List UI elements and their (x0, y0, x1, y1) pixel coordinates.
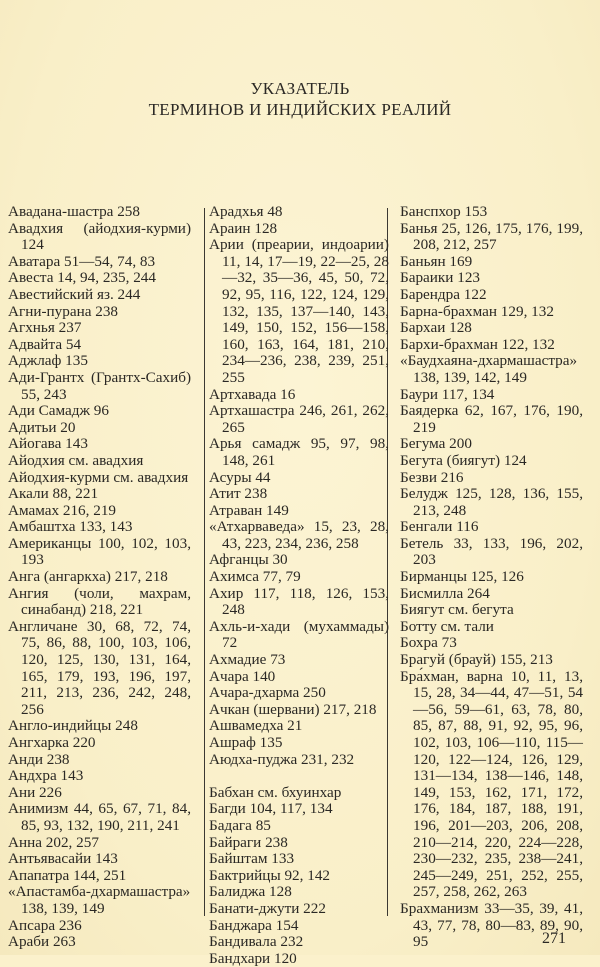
section-gap (209, 768, 389, 785)
index-entry: Безви 216 (400, 468, 464, 486)
index-entry: «Баудхаяна-дхармашастра» 138, 139, 142, 149 (400, 352, 578, 386)
index-entry: Атит 238 (209, 485, 268, 503)
index-column-2 (204, 204, 389, 967)
index-entry: Анна 202, 257 (8, 833, 99, 851)
index-entry: Агхнья 237 (8, 319, 82, 337)
index-entry: Американцы 100, 102, 103, 193 (8, 534, 191, 569)
index-entry: Айогава 143 (8, 435, 88, 453)
index-entry: Баядерка 62, 167, 176, 190, 219 (400, 402, 583, 436)
index-entry: Адитьи 20 (8, 418, 76, 436)
index-entry: Асуры 44 (209, 468, 271, 486)
index-entry: Ахир 117, 118, 126, 153, 248 (209, 584, 389, 619)
index-entry: Банспхор 153 (400, 203, 488, 220)
index-entry: Банджара 154 (209, 916, 299, 934)
index-entry: Артхавада 16 (209, 385, 296, 403)
index-entry: Брагуй (брауй) 155, 213 (400, 651, 553, 669)
index-entry: Атраван 149 (209, 501, 289, 519)
index-entry: Бархи-брахман 122, 132 (400, 335, 555, 353)
index-entry: Араби 263 (8, 933, 76, 951)
index-entry: Бадага 85 (209, 816, 271, 834)
index-entry: Ачара 140 (209, 667, 276, 685)
index-entry: Ангхарка 220 (8, 734, 96, 751)
index-entry: Апсара 236 (8, 916, 82, 934)
index-entry: Амбаштха 133, 143 (8, 518, 133, 536)
index-entry: Антьявасайи 143 (8, 850, 118, 868)
index-entry: Бархаи 128 (400, 319, 472, 337)
index-entry: Бандхари 120 (209, 949, 297, 967)
index-entry: Артхашастра 246, 261, 262, 265 (209, 402, 389, 436)
index-entry: Адвайта 54 (8, 335, 82, 353)
index-entry: Ахмадие 73 (209, 651, 286, 669)
index-entry: Ачара-дхарма 250 (209, 684, 326, 702)
index-entry: Барна-брахман 129, 132 (400, 302, 554, 320)
index-entry: «Апастамба-дхармашастра» 138, 139, 149 (8, 883, 191, 917)
index-entry: Арии (преарии, индоарии) 11, 14, 17—19, 22—25, 28—32, 35—36, 45, 50, 72, 92, 95, 116, 122, 124, 129, 132, 135, 137—140, 143, 149, 150, 152, 156—158, 160, 163, 164, 181, 210, 234—236, 238, 239, 251, 255 (209, 236, 389, 386)
index-column-3 (395, 204, 583, 951)
index-entry: Айодхия-курми см. авадхия (8, 468, 189, 486)
index-title-line2: ТЕРМИНОВ И ИНДИЙСКИХ РЕАЛИЙ (148, 100, 452, 119)
index-entry: Агни-пурана 238 (8, 302, 119, 320)
index-entry: Ахль-и-хади (мухаммады) 72 (209, 617, 389, 652)
index-entry: Аджлаф 135 (8, 352, 88, 370)
index-entry: Анди 238 (8, 750, 70, 768)
index-entry: Багди 104, 117, 134 (209, 800, 333, 818)
index-entry: Бисмилла 264 (400, 584, 490, 602)
index-entry: Байштам 133 (209, 850, 295, 868)
index-entry: Айодхия см. авадхия (8, 451, 144, 469)
index-entry: Балиджа 128 (209, 883, 292, 901)
index-entry: Араин 128 (209, 219, 278, 237)
index-column-1 (8, 204, 191, 951)
index-entry: Белудж 125, 128, 136, 155, 213, 248 (400, 485, 583, 519)
index-entry: Бегута (биягут) 124 (400, 451, 527, 469)
index-entry: Биягут см. бегута (400, 601, 514, 619)
index-entry: Банья 25, 126, 175, 176, 199, 208, 212, 257 (400, 219, 583, 254)
index-entry: Ачкан (шервани) 217, 218 (209, 700, 377, 718)
index-entry: Апапатра 144, 251 (8, 866, 127, 884)
index-entry: Бабхан см. бхуинхар (209, 783, 342, 801)
index-entry: Баури 117, 134 (400, 385, 495, 403)
index-entry: Бенгали 116 (400, 518, 479, 536)
index-entry: Ашраф 135 (209, 734, 283, 751)
index-entry: Акали 88, 221 (8, 485, 99, 503)
index-entry: Ашвамедха 21 (209, 717, 303, 735)
index-entry: Ади Самадж 96 (8, 402, 109, 420)
index-entry: Банати-джути 222 (209, 899, 326, 917)
index-header (0, 78, 600, 120)
index-entry: Англо-индийцы 248 (8, 717, 138, 735)
index-entry: Анимизм 44, 65, 67, 71, 84, 85, 93, 132, 190, 211, 241 (8, 800, 191, 834)
index-entry: Авестийский яз. 244 (8, 285, 141, 303)
index-title-line1: УКАЗАТЕЛЬ (250, 79, 350, 98)
index-entry: Арадхья 48 (209, 203, 283, 220)
index-entry: «Атхарваведа» 15, 23, 28, 43, 223, 234, 236, 258 (209, 518, 389, 552)
index-entry: Бактрийцы 92, 142 (209, 866, 331, 884)
index-entry: Бра́хман, варна 10, 11, 13, 15, 28, 34—44, 47—51, 54—56, 59—61, 63, 78, 80, 85, 87, 88, 91, 92, 95, 96, 102, 103, 106—110, 115—120, 122—124, 126, 129, 131—134, 138—146, 148, 149, 153, 162, 171, 172, 176, 184, 187, 188, 191, 196, 201—203, 206, 208, 210—214, 220, 224—228, 230—232, 235, 238—241, 245—249, 251, 252, 255, 257, 258, 262, 263 (400, 667, 583, 901)
index-entry: Ангия (чоли, махрам, синабанд) 218, 221 (8, 584, 191, 619)
index-entry: Баньян 169 (400, 252, 473, 270)
index-entry: Афганцы 30 (209, 551, 288, 569)
index-entry: Авеста 14, 94, 235, 244 (8, 269, 156, 287)
index-entry: Бегума 200 (400, 435, 472, 453)
index-entry: Ани 226 (8, 783, 62, 801)
index-entry: Бирманцы 125, 126 (400, 568, 524, 586)
index-entry: Брахманизм 33—35, 39, 41, 43, 77, 78, 80—83, 89, 90, 95 (400, 899, 583, 951)
index-entry: Ботту см. тали (400, 617, 494, 635)
index-entry: Авадана-шастра 258 (8, 203, 140, 220)
index-entry: Бандивала 232 (209, 933, 304, 951)
index-entry: Бараики 123 (400, 269, 481, 287)
index-entry: Бохра 73 (400, 634, 457, 652)
index-entry: Анга (ангаркха) 217, 218 (8, 568, 168, 586)
page-number: 271 (542, 930, 566, 947)
index-entry: Барендра 122 (400, 285, 487, 303)
index-entry: Авадхия (айодхия-курми) 124 (8, 219, 191, 254)
index-entry: Англичане 30, 68, 72, 74, 75, 86, 88, 100, 103, 106, 120, 125, 130, 131, 164, 165, 179, 193, 196, 197, 211, 213, 236, 242, 248, 256 (8, 617, 191, 718)
index-entry: Андхра 143 (8, 767, 84, 785)
index-entry: Бетель 33, 133, 196, 202, 203 (400, 534, 583, 569)
index-entry: Амамах 216, 219 (8, 501, 117, 519)
index-entry: Аюдха-пуджа 231, 232 (209, 750, 355, 768)
index-entry: Ахимса 77, 79 (209, 568, 301, 586)
index-entry: Арья самадж 95, 97, 98, 148, 261 (209, 435, 389, 469)
index-entry: Байраги 238 (209, 833, 288, 851)
index-entry: Ади-Грантх (Грантх-Сахиб) 55, 243 (8, 368, 191, 403)
index-entry: Аватара 51—54, 74, 83 (8, 252, 156, 270)
